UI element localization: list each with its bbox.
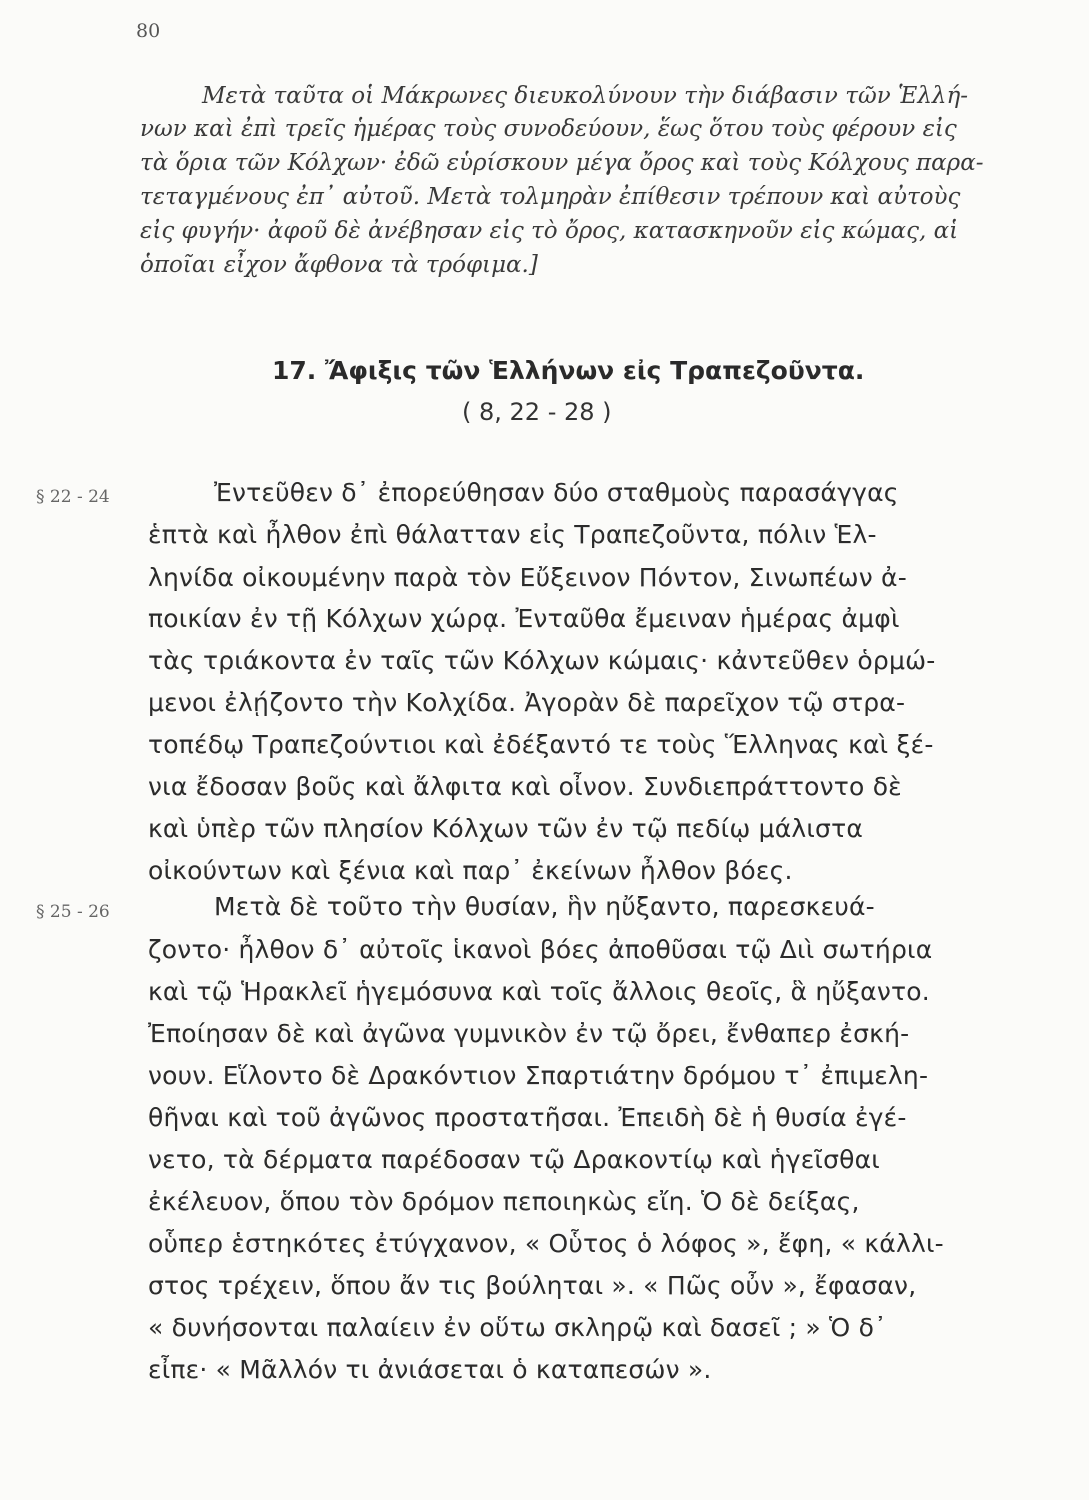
summary-line: τεταγμένους ἐπ᾽ αὐτοῦ. Μετὰ τολμηρὰν ἐπίθεσιν τρέπουν καὶ αὐτοὺς [140,184,961,210]
body-line: νια ἔδοσαν βοῦς καὶ ἄλφιτα καὶ οἶνον. Συνδιεπράττοντο δὲ [148,772,902,801]
body-line: Μετὰ δὲ τοῦτο τὴν θυσίαν, ἣν ηὔξαντο, παρεσκευά- [214,892,875,921]
paragraph-marker: § 22 - 24 [36,487,110,507]
body-line: θῆναι καὶ τοῦ ἀγῶνος προστατῆσαι. Ἐπειδὴ δὲ ἡ θυσία ἐγέ- [148,1103,907,1132]
summary-line: νων καὶ ἐπὶ τρεῖς ἡμέρας τοὺς συνοδεύουν, ἕως ὅτου τοὺς φέρουν εἰς [140,116,957,142]
summary-line: εἰς φυγήν· ἀφοῦ δὲ ἀνέβησαν εἰς τὸ ὄρος, κατασκηνοῦν εἰς κώμας, αἱ [140,218,959,244]
summary-line: τὰ ὅρια τῶν Κόλχων· ἐδῶ εὑρίσκουν μέγα ὄρος καὶ τοὺς Κόλχους παρα- [140,150,984,176]
body-line: νουν. Εἵλοντο δὲ Δρακόντιον Σπαρτιάτην δρόμου τ᾽ ἐπιμελη- [148,1061,929,1090]
body-line: μενοι ἐλῄζοντο τὴν Κολχίδα. Ἀγορὰν δὲ παρεῖχον τῷ στρα- [148,688,906,717]
body-line: οἰκούντων καὶ ξένια καὶ παρ᾽ ἐκείνων ἦλθον βόες. [148,856,793,885]
body-line: ζοντο· ἦλθον δ᾽ αὐτοῖς ἱκανοὶ βόες ἀποθῦσαι τῷ Διὶ σωτήρια [148,935,933,964]
body-line: στος τρέχειν, ὅπου ἄν τις βούληται ». « Πῶς οὖν », ἔφασαν, [148,1271,917,1300]
body-line: Ἐντεῦθεν δ᾽ ἐπορεύθησαν δύο σταθμοὺς παρασάγγας [214,478,899,507]
body-line: τοπέδῳ Τραπεζούντιοι καὶ ἐδέξαντό τε τοὺς Ἕλληνας καὶ ξέ- [148,730,934,759]
body-line: ἐκέλευον, ὅπου τὸν δρόμον πεποιηκὼς εἴη. Ὁ δὲ δείξας, [148,1187,860,1216]
body-line: νετο, τὰ δέρματα παρέδοσαν τῷ Δρακοντίῳ καὶ ἡγεῖσθαι [148,1145,880,1174]
summary-line: Μετὰ ταῦτα οἱ Μάκρωνες διευκολύνουν τὴν διάβασιν τῶν Ἑλλή- [202,83,969,109]
body-line: ποικίαν ἐν τῇ Κόλχων χώρᾳ. Ἐνταῦθα ἔμειναν ἡμέρας ἀμφὶ [148,604,900,633]
body-line: τὰς τριάκοντα ἐν ταῖς τῶν Κόλχων κώμαις· κἀντεῦθεν ὁρμώ- [148,646,936,675]
page-number: 80 [136,20,161,42]
body-line: καὶ ὑπὲρ τῶν πλησίον Κόλχων τῶν ἐν τῷ πεδίῳ μάλιστα [148,814,864,843]
body-line: οὗπερ ἑστηκότες ἐτύγχανον, « Οὗτος ὁ λόφος », ἔφη, « κάλλι- [148,1229,944,1258]
summary-line: ὁποῖαι εἶχον ἄφθονα τὰ τρόφιμα.] [140,252,538,278]
paragraph-marker: § 25 - 26 [36,902,110,922]
body-line: Ἐποίησαν δὲ καὶ ἀγῶνα γυμνικὸν ἐν τῷ ὄρει, ἔνθαπερ ἐσκή- [148,1019,910,1048]
body-line: ληνίδα οἰκουμένην παρὰ τὸν Εὔξεινον Πόντον, Σινωπέων ἀ- [148,563,907,592]
body-line: καὶ τῷ Ἡρακλεῖ ἡγεμόσυνα καὶ τοῖς ἄλλοις θεοῖς, ἃ ηὔξαντο. [148,977,930,1006]
body-line: εἶπε· « Μᾶλλόν τι ἀνιάσεται ὁ καταπεσών ». [148,1355,712,1384]
body-line: ἑπτὰ καὶ ἦλθον ἐπὶ θάλατταν εἰς Τραπεζοῦντα, πόλιν Ἑλ- [148,520,877,549]
section-reference: ( 8, 22 - 28 ) [462,398,612,426]
body-line: « δυνήσονται παλαίειν ἐν οὕτω σκληρῷ καὶ δασεῖ ; » Ὁ δ᾽ [148,1313,887,1342]
section-heading: 17. Ἄφιξις τῶν Ἑλλήνων εἰς Τραπεζοῦντα. [272,356,865,385]
